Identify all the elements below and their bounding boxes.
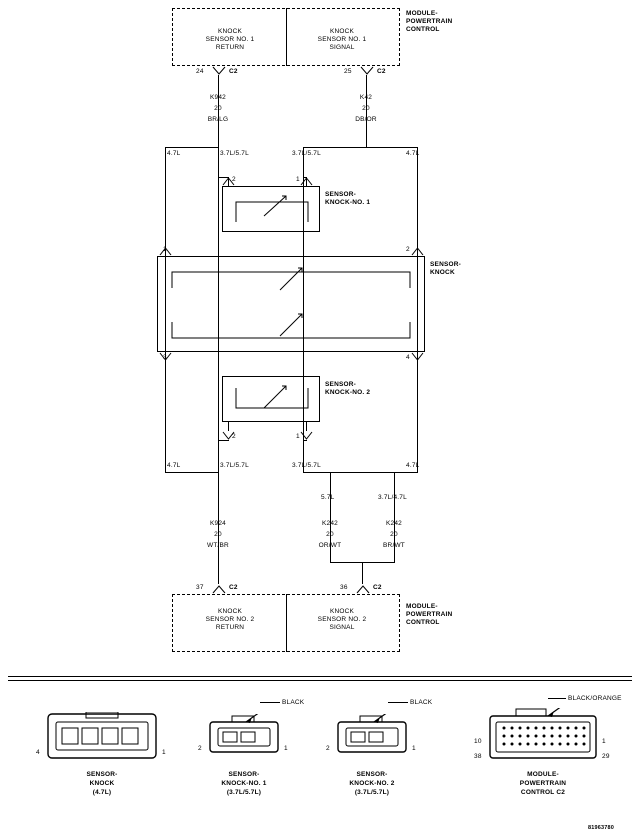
connector-1-pin-left: 4 — [36, 749, 40, 756]
top-cavity-2-label-1: KNOCK — [329, 28, 355, 35]
sensor-no1-pin1-label: 1 — [296, 176, 300, 183]
branch-label-top-3: 3.7L/5.7L — [292, 150, 321, 157]
wire-k42-circuit: K42 — [359, 94, 373, 101]
bottom-cavity-1-label-3: RETURN — [215, 624, 245, 631]
wire-k924-vertical — [218, 472, 219, 584]
top-cavity-1-connector: C2 — [229, 68, 238, 75]
wire-k942-color: BR/LG — [207, 116, 229, 123]
connector-2-pin-right: 1 — [284, 745, 288, 752]
sensor-no2-pin1-chevron — [300, 431, 313, 440]
wire-k42-gauge: 20 — [362, 105, 370, 112]
branch-label-top-1: 4.7L — [167, 150, 181, 157]
connector-4-name-3: CONTROL C2 — [520, 789, 566, 796]
sensor-knock-pin4-label: 4 — [406, 354, 410, 361]
connector-1-name-1: SENSOR- — [86, 771, 118, 778]
sensor-no2-left-tie — [218, 440, 229, 441]
top-module-divider — [286, 8, 287, 66]
sensor-knock-no1-name-2: KNOCK-NO. 1 — [325, 199, 371, 206]
wire-k924-color: WT/BR — [207, 542, 229, 549]
connector-view-pcm-c2 — [488, 708, 598, 760]
wire-k242a-color: OR/WT — [318, 542, 342, 549]
splice-right-top-2 — [303, 147, 367, 148]
wire-k942-circuit: K942 — [210, 94, 226, 101]
top-cavity-1-chevron — [212, 66, 226, 76]
sensor-knock-no1-internal — [230, 192, 314, 226]
sensor-no1-pin1-chevron — [300, 177, 313, 186]
connector-4-name-2: POWERTRAIN — [519, 780, 567, 787]
bottom-cavity-2-label-2: SENSOR NO. 2 — [317, 616, 367, 623]
connector-1-pin-right: 1 — [162, 749, 166, 756]
splice-left-top — [165, 147, 219, 148]
sensor-knock-internal-lower — [168, 310, 414, 344]
bottom-cavity-1-label-1: KNOCK — [217, 608, 243, 615]
connector-4-callout: BLACK/ORANGE — [568, 695, 622, 702]
wire-k242-common — [362, 562, 363, 584]
branch-label-bottom-2: 3.7L/5.7L — [220, 462, 249, 469]
sensor-knock-no2-name-2: KNOCK-NO. 2 — [325, 389, 371, 396]
connector-1-name-3: (4.7L) — [92, 789, 112, 796]
connector-view-sensor-knock-no1 — [208, 714, 280, 756]
wire-k942-gauge: 20 — [214, 105, 222, 112]
branch-label-top-2: 3.7L/5.7L — [220, 150, 249, 157]
bottom-cavity-1-connector: C2 — [229, 584, 238, 591]
sensor-knock-no2-internal — [230, 382, 314, 416]
connector-4-pin-br: 29 — [602, 753, 610, 760]
connector-3-callout-line — [388, 702, 408, 703]
sensor-knock-pin1-label: 1 — [163, 246, 167, 253]
sensor-knock-internal-upper — [168, 264, 414, 296]
connector-2-callout: BLACK — [282, 699, 305, 706]
wire-k42-color: DB/OR — [355, 116, 377, 123]
branch-label-mid-1: 5.7L — [321, 494, 335, 501]
top-cavity-2-label-3: SIGNAL — [329, 44, 355, 51]
top-cavity-1-label-2: SENSOR NO. 1 — [205, 36, 255, 43]
top-cavity-2-chevron — [360, 66, 374, 76]
connector-4-pin-bl: 38 — [474, 753, 482, 760]
sensor-no2-right-tie — [303, 440, 307, 441]
branch-label-mid-2: 3.7L/4.7L — [378, 494, 407, 501]
sensor-knock-name-1: SENSOR- — [430, 261, 462, 268]
connector-3-pin-right: 1 — [412, 745, 416, 752]
top-cavity-2-connector: C2 — [377, 68, 386, 75]
diagram-id-code: 81963780 — [588, 825, 615, 831]
connector-4-callout-line — [548, 698, 566, 699]
sensor-no2-pin1-leg — [306, 422, 307, 431]
sensor-knock-pin2-chevron — [411, 247, 424, 256]
connector-3-name-3: (3.7L/5.7L) — [354, 789, 390, 796]
top-module-title-3: CONTROL — [406, 26, 440, 33]
sensor-no1-pin2-label: 2 — [232, 176, 236, 183]
sensor-no1-left-tie — [218, 177, 229, 178]
connector-2-pin-left: 2 — [198, 745, 202, 752]
top-cavity-1-pin: 24 — [196, 68, 204, 75]
bottom-module-divider — [286, 594, 287, 652]
top-module-title-1: MODULE- — [406, 10, 438, 17]
connector-2-callout-line — [260, 702, 280, 703]
wire-k242b-gauge: 20 — [390, 531, 398, 538]
branch-label-bottom-3: 3.7L/5.7L — [292, 462, 321, 469]
separator-bottom — [8, 680, 632, 681]
connector-3-callout: BLACK — [410, 699, 433, 706]
sensor-no1-right-tie — [303, 177, 307, 178]
sensor-knock-pin4-chevron — [411, 352, 424, 361]
wire-k242a-gauge: 20 — [326, 531, 334, 538]
sensor-knock-no1-name-1: SENSOR- — [325, 191, 357, 198]
connector-1-name-2: KNOCK — [89, 780, 115, 787]
sensor-knock-no2-name-1: SENSOR- — [325, 381, 357, 388]
bottom-cavity-2-label-1: KNOCK — [329, 608, 355, 615]
splice-left-bottom — [165, 472, 219, 473]
sensor-no2-pin1-label: 1 — [296, 433, 300, 440]
bottom-cavity-1-label-2: SENSOR NO. 2 — [205, 616, 255, 623]
connector-3-name-2: KNOCK-NO. 2 — [349, 780, 395, 787]
splice-right-top — [366, 147, 418, 148]
wire-k242a-circuit: K242 — [322, 520, 338, 527]
bottom-cavity-2-connector: C2 — [373, 584, 382, 591]
bottom-module-title-3: CONTROL — [406, 619, 440, 626]
top-module-title-2: POWERTRAIN — [406, 18, 453, 25]
wire-k242b-color: BR/WT — [383, 542, 405, 549]
branch-label-top-4: 4.7L — [406, 150, 420, 157]
bottom-module-title-1: MODULE- — [406, 603, 438, 610]
splice-right-bottom — [303, 472, 418, 473]
branch-label-bottom-4: 4.7L — [406, 462, 420, 469]
bottom-cavity-2-label-3: SIGNAL — [329, 624, 355, 631]
bottom-module-title-2: POWERTRAIN — [406, 611, 453, 618]
connector-4-pin-tl: 10 — [474, 738, 482, 745]
sensor-no2-pin2-label: 2 — [232, 433, 236, 440]
connector-2-name-2: KNOCK-NO. 1 — [221, 780, 267, 787]
bottom-cavity-1-pin: 37 — [196, 584, 204, 591]
connector-2-name-1: SENSOR- — [228, 771, 260, 778]
connector-4-name-1: MODULE- — [527, 771, 559, 778]
top-cavity-2-pin: 25 — [344, 68, 352, 75]
wire-k924-circuit: K924 — [210, 520, 226, 527]
top-cavity-1-label-1: KNOCK — [217, 28, 243, 35]
separator-top — [8, 676, 632, 677]
connector-3-pin-left: 2 — [326, 745, 330, 752]
connector-view-sensor-knock-no2 — [336, 714, 408, 756]
top-cavity-1-label-3: RETURN — [215, 44, 245, 51]
bottom-cavity-2-chevron — [356, 584, 370, 594]
connector-3-name-1: SENSOR- — [356, 771, 388, 778]
sensor-knock-pin2-label: 2 — [406, 246, 410, 253]
bottom-cavity-1-chevron — [212, 584, 226, 594]
connector-view-sensor-knock — [46, 712, 158, 760]
sensor-knock-pin3-label: 3 — [163, 354, 167, 361]
connector-2-name-3: (3.7L/5.7L) — [226, 789, 262, 796]
bottom-cavity-2-pin: 36 — [340, 584, 348, 591]
connector-4-pin-tr: 1 — [602, 738, 606, 745]
branch-label-bottom-1: 4.7L — [167, 462, 181, 469]
wire-k242b-circuit: K242 — [386, 520, 402, 527]
sensor-knock-name-2: KNOCK — [430, 269, 455, 276]
sensor-no2-pin2-leg — [228, 422, 229, 431]
top-cavity-2-label-2: SENSOR NO. 1 — [317, 36, 367, 43]
wire-k924-gauge: 20 — [214, 531, 222, 538]
